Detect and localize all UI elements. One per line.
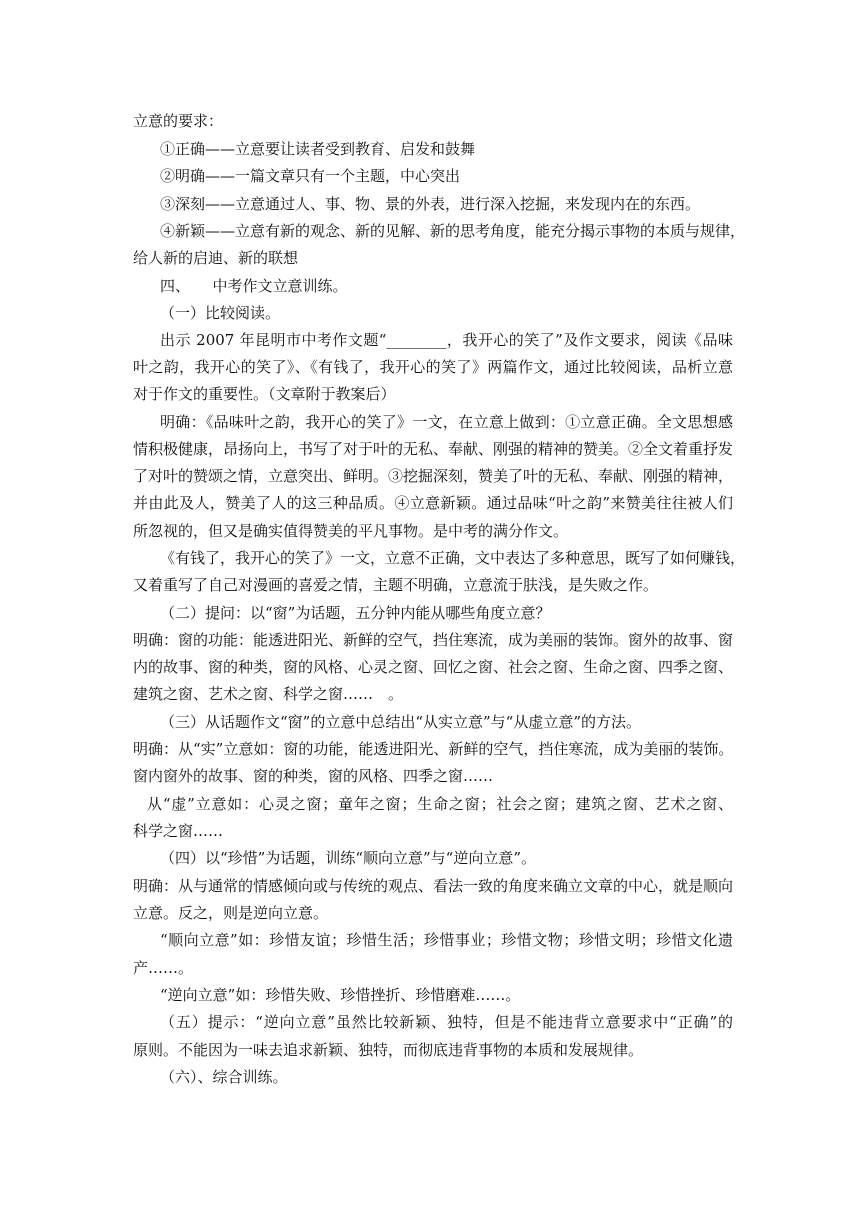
line-requirement-novel: ④新颖——立意有新的观念、新的见解、新的思考角度，能充分揭示事物的本质与规律， [160, 222, 746, 240]
line-subsection-6: （六）、综合训练。 [160, 1068, 288, 1086]
line-para-2: 明确：《品味叶之韵，我开心的笑了》一文，在立意上做到：①立意正确。全文思想感 [160, 413, 733, 431]
line-para-4: 明确：窗的功能：能透进阳光、新鲜的空气，挡住寒流，成为美丽的装饰。窗外的故事、窗 [133, 631, 734, 649]
line-para-8: “顺向立意”如：珍惜友谊；珍惜生活；珍惜事业；珍惜文物；珍惜文明；珍惜文化遗 [160, 931, 733, 949]
line-para-6: 从“虚”立意如：心灵之窗；童年之窗；生命之窗；社会之窗；建筑之窗、艺术之窗、 [147, 795, 733, 813]
line-requirement-correct: ①正确——立意要让读者受到教育、启发和鼓舞 [160, 140, 476, 158]
line-para-5: 窗内窗外的故事、窗的种类，窗的风格、四季之窗…… [133, 767, 494, 785]
line-subsection-5: （五）提示：“逆向立意”虽然比较新颖、独特，但是不能违背立意要求中“正确”的 [160, 1013, 733, 1031]
line-subsection-3: （三）从话题作文“窗”的立意中总结出“从实立意”与“从虚立意”的方法。 [160, 713, 642, 731]
line-para-1: 叶之韵，我开心的笑了》、《有钱了，我开心的笑了》两篇作文，通过比较阅读，品析立意 [133, 358, 733, 376]
line-para-1: 出示 2007 年昆明市中考作文题“________，我开心的笑了”及作文要求，阅读《品味 [160, 331, 733, 349]
line-para-2: 了对叶的赞颂之情，立意突出、鲜明。③挖掘深刻，赞美了叶的无私、奉献、刚强的精神， [133, 467, 734, 485]
line-subsection-1: （一）比较阅读。 [160, 304, 281, 322]
line-requirement-novel-cont: 给人新的启迪、新的联想 [133, 249, 299, 267]
line-para-4: 内的故事、窗的种类，窗的风格、心灵之窗、回忆之窗、社会之窗、生命之窗、四季之窗、 [133, 658, 734, 676]
line-para-5: 明确：从“实”立意如：窗的功能，能透进阳光、新鲜的空气，挡住寒流，成为美丽的装饰。 [133, 740, 734, 758]
line-para-7: 明确：从与通常的情感倾向或与传统的观点、看法一致的角度来确立文章的中心，就是顺向 [133, 877, 734, 895]
line-subsection-2: （二）提问：以“窗”为话题，五分钟内能从哪些角度立意？ [160, 604, 551, 622]
line-para-8: 产……。 [133, 959, 194, 977]
line-para-2: 情积极健康，昂扬向上，书写了对于叶的无私、奉献、刚强的精神的赞美。②全文着重抒发 [133, 440, 734, 458]
line-para-3: 《有钱了，我开心的笑了》一文，立意不正确，文中表达了多种意思，既写了如何赚钱， [160, 549, 746, 567]
line-para-9: “逆向立意”如：珍惜失败、珍惜挫折、珍惜磨难……。 [160, 986, 521, 1004]
line-requirement-clear: ②明确——一篇文章只有一个主题，中心突出 [160, 167, 461, 185]
line-subsection-4: （四）以“珍惜”为话题，训练“顺向立意”与“逆向立意”。 [160, 849, 537, 867]
line-para-7: 立意。反之，则是逆向立意。 [133, 904, 329, 922]
line-section-four-heading: 四、 中考作文立意训练。 [160, 277, 348, 295]
line-para-2: 所忽视的，但又是确实值得赞美的平凡事物。是中考的满分作文。 [133, 522, 569, 540]
line-para-2: 并由此及人，赞美了人的这三种品质。④立意新颖。通过品味“叶之韵”来赞美往往被人们 [133, 494, 733, 512]
line-subsection-5: 原则。不能因为一味去追求新颖、独特，而彻底违背事物的本质和发展规律。 [133, 1041, 644, 1059]
line-para-4: 建筑之窗、艺术之窗、科学之窗…… 。 [133, 685, 404, 703]
line-requirements-heading: 立意的要求： [133, 112, 224, 130]
line-para-3: 又着重写了自己对漫画的喜爱之情，主题不明确，立意流于肤浅，是失败之作。 [133, 576, 659, 594]
line-para-6: 科学之窗…… [133, 822, 224, 840]
line-requirement-deep: ③深刻——立意通过人、事、物、景的外表，进行深入挖掘，来发现内在的东西。 [160, 195, 701, 213]
line-para-1: 对于作文的重要性。（文章附于教案后） [133, 385, 396, 403]
